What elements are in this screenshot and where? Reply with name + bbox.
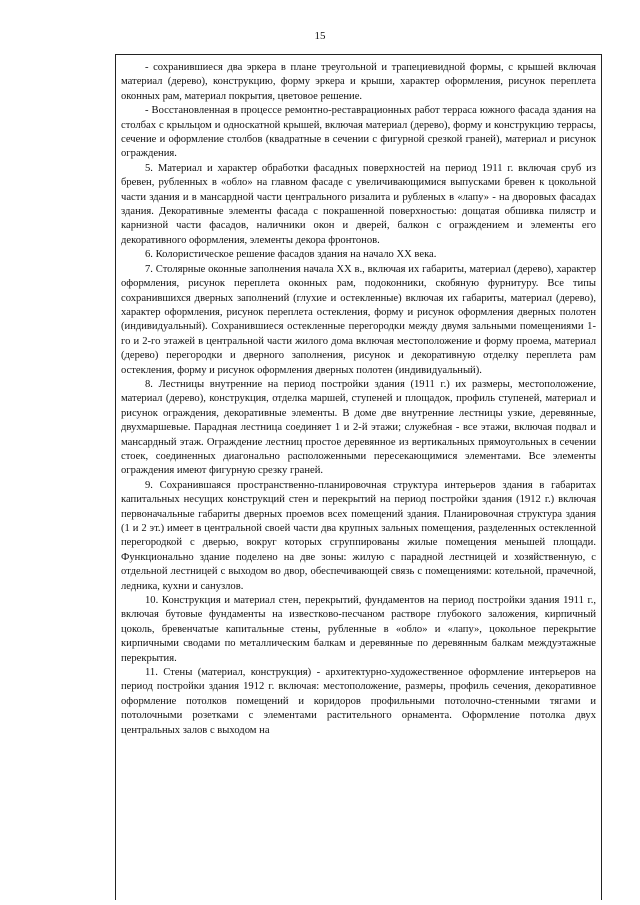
paragraph-item-6: 6. Колористическое решение фасадов здания на начало XX века. — [145, 249, 437, 261]
paragraph-oriels: - сохранившиеся два эркера в плане треугольной и трапециевидной формы, с крышей включая материал (дерево), конструкцию, форму эркера и крыши, характер оформления, рисунок переплета оконных рам, материал покрытия, цветовое решение. — [121, 62, 596, 102]
paragraph-item-10: 10. Конструкция и материал стен, перекрытий, фундаментов на период постройки здания 1911 г., включая бутовые фундаменты на известково-песчаном растворе глубокого заложения, кирпичный цоколь, бревенчатые капитальные стены, рубленные в «обло» и «лапу», цокольное перекрытие кирпичными сводами по металлическим балкам и деревянные по деревянным балкам междуэтажные перекрытия. — [121, 595, 596, 664]
paragraph-terrace: - Восстановленная в процессе ремонтно-реставрационных работ терраса южного фасада здания на столбах с крыльцом и односкатной крышей, включая материал (дерево), форму и конструкцию террасы, сечение и оформление столбов (квадратные в сечении с фигурной срезкой граней), материал и рисунок ограждения. — [121, 105, 596, 160]
paragraph-item-5: 5. Материал и характер обработки фасадных поверхностей на период 1911 г. включая сруб из бревен, рубленных в «обло» на главном фасаде с увеличивающимися выпусками бревен к цокольной части здания и в мансардной части центрального ризалита и рубленых в «лапу» - на дворовых фасадах здания. Декоративные элементы фасада с покрашенной поверхностью: дощатая обшивка пилястр и карнизной части фасадов, наличники окон и дверей, балкон с ограждением и элементы его декоративного оформления, элементы декора фронтонов. — [121, 162, 596, 246]
paragraph-item-11: 11. Стены (материал, конструкция) - архитектурно-художественное оформление интерьеров на период постройки здания 1912 г. включая: местоположение, размеры, профиль сечения, декоративное оформление потолков помещений и коридоров профильными потолочно-стенными тягами и потолочными розетками с элементами растительного орнамента. Оформление потолка двух центральных залов с выходом на — [121, 667, 596, 736]
paragraph-item-9: 9. Сохранившаяся пространственно-планировочная структура интерьеров здания в габаритах капитальных несущих конструкций стен и перекрытий на период постройки здания (1912 г.) включая первоначальные габариты дверных проемов всех помещений здания. Планировочная структура здания (1 и 2 эт.) имеет в центральной своей части два крупных зальных помещения, разделенных остекленной перегородкой с дверью, вокруг которых сгруппированы жилые помещения меньшей площади. Функционально здание поделено на две зоны: жилую с парадной лестницей и хозяйственную, с отдельной лестницей с выходом во двор, обеспечивающей связь с помещениями: котельной, прачечной, ледника, кухни и санузлов. — [121, 479, 596, 592]
paragraph-item-7: 7. Столярные оконные заполнения начала XX в., включая их габариты, материал (дерево), характер оформления, рисунок переплета оконных рам, подоконники, скобяную фурнитуру. Все типы сохранившихся дверных заполнений (глухие и остекленные) включая их габариты, материал (дерево), характер оформления, рисунок переплета остекления, форму и рисунок оформления дверных полотен (индивидуальный). Сохранившиеся остекленные перегородки между двумя зальными помещениями 1-го и 2-го этажей в центральной части жилого дома включая местоположение и форму проема, материал (дерево) перегородки и дверного заполнения, рисунок и декоративную отделку переплета рам остекления, форму и рисунок оформления дверных полотен (индивидуальный). — [121, 263, 596, 376]
page-number: 15 — [314, 30, 326, 42]
document-table-cell — [115, 54, 602, 900]
paragraph-item-8: 8. Лестницы внутренние на период постройки здания (1911 г.) их размеры, местоположение, материал (дерево), конструкция, отделка маршей, ступеней и площадок, профиль ступеней, материал и рисунок ограждения, декоративные элементы. В доме две внутренние лестницы узкие, деревянные, двухмаршевые. Парадная лестница соединяет 1 и 2-й этажи; служебная - все этажи, включая подвал и мансардный этаж. Ограждение лестниц простое деревянное из вертикальных прямоугольных в сечении стоек, соединенных диагонально расположенными пересекающимися элементами. Все элементы ограждения имеют фигурную срезку граней. — [121, 378, 596, 477]
